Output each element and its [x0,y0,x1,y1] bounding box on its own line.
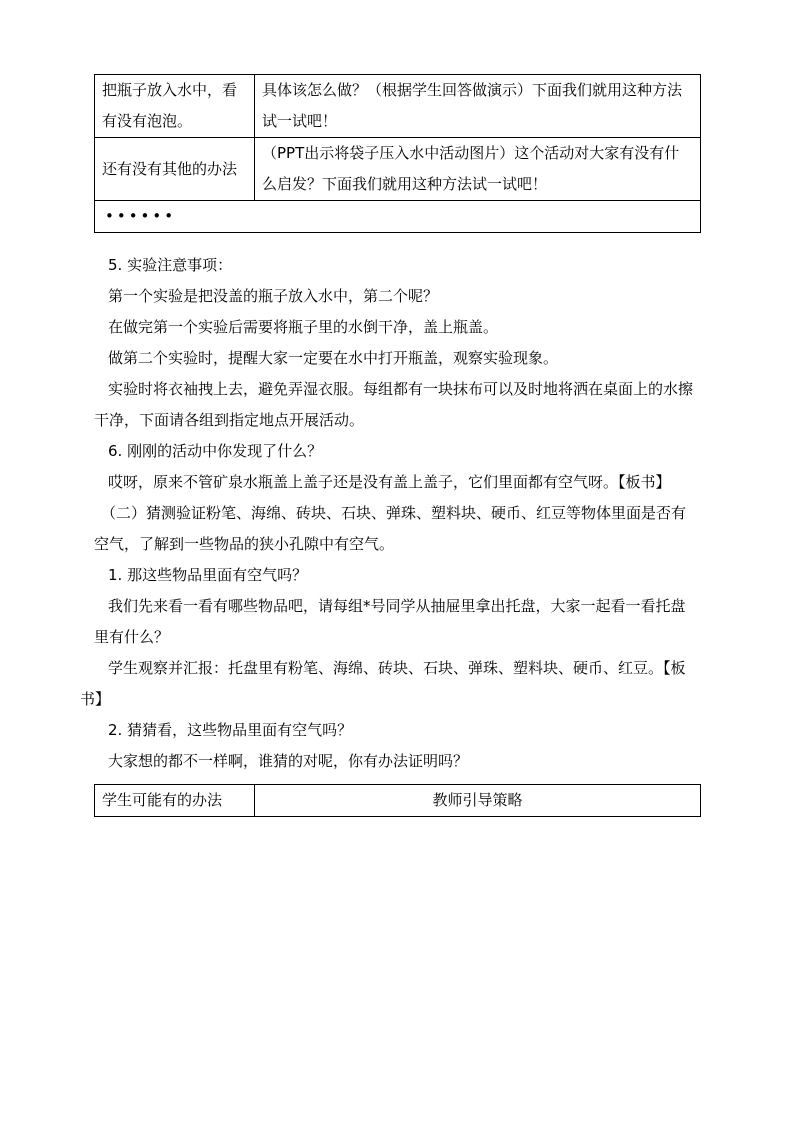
section5-heading: 5. 实验注意事项： [108,256,233,274]
ellipsis-dots: •••••• [95,201,701,233]
paragraph: 哎呀，原来不管矿泉水瓶盖上盖子还是没有盖上盖子，它们里面都有空气呀。【板书】 [108,473,671,491]
methods-table-header [94,784,701,817]
table-row [95,138,701,201]
header-student-methods: 学生可能有的办法 [95,785,255,817]
strategy-cell: 具体该怎么做？（根据学生回答做演示）下面我们就用这种方法试一试吧！ [255,75,701,138]
paragraph: 实验时将衣袖拽上去，避免弄湿衣服。每组都有一块抹布可以及时地将洒在桌面上的水擦干净，下面请各组到指定地点开展活动。 [94,380,694,429]
header-teacher-strategy: 教师引导策略 [255,785,701,817]
paragraph: 在做完第一个实验后需要将瓶子里的水倒干净，盖上瓶盖。 [108,318,499,336]
paragraph: 大家想的都不一样啊，谁猜的对呢，你有办法证明吗？ [108,752,469,770]
table-row [95,75,701,138]
methods-table-continued [94,74,701,233]
section6-heading: 6. 刚刚的活动中你发现了什么？ [108,442,323,460]
item2-heading: 2. 猜猜看，这些物品里面有空气吗？ [108,721,353,739]
paragraph: 做第二个实验时，提醒大家一定要在水中打开瓶盖，观察实验现象。 [108,349,559,367]
part2-heading: （二）猜测验证粉笔、海绵、砖块、石块、弹珠、塑料块、硬币、红豆等物体里面是否有空气，了解到一些物品的狭小孔隙中有空气。 [94,504,687,553]
paragraph: 我们先来看一看有哪些物品吧，请每组*号同学从抽屉里拿出托盘，大家一起看一看托盘里有什么？ [94,597,686,646]
strategy-cell: （PPT出示将袋子压入水中活动图片）这个活动对大家有没有什么启发？下面我们就用这种方法试一试吧！ [255,138,701,201]
table-header-row [95,785,701,817]
paragraph: 第一个实验是把没盖的瓶子放入水中，第二个呢？ [108,287,439,305]
method-cell: 还有没有其他的办法 [95,138,255,201]
paragraph: 学生观察并汇报：托盘里有粉笔、海绵、砖块、石块、弹珠、塑料块、硬币、红豆。【板书】 [80,659,686,708]
item1-heading: 1. 那这些物品里面有空气吗？ [108,566,308,584]
method-cell: 把瓶子放入水中，看有没有泡泡。 [95,75,255,138]
table-row-ellipsis [95,201,701,233]
